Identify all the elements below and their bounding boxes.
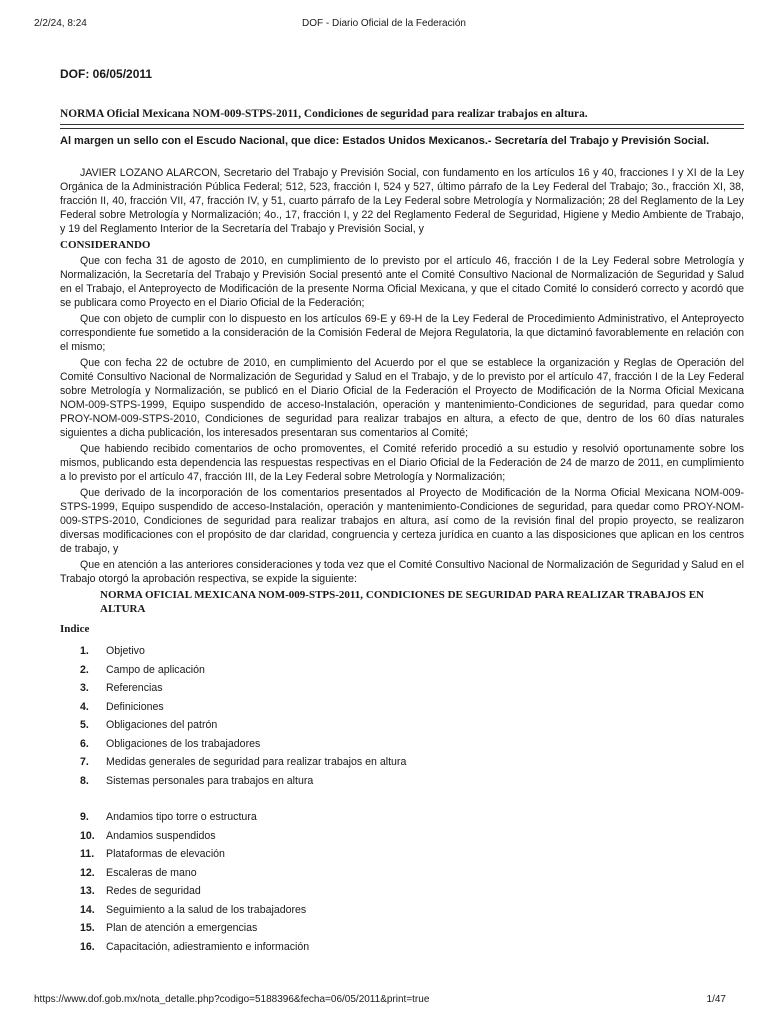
toc-item-label: Andamios suspendidos [106, 829, 216, 842]
toc-item [60, 921, 744, 940]
considerando-paragraph: Que derivado de la incorporación de los comentarios presentados al Proyecto de Modificación de la Norma Oficial Mexicana NOM-009-STPS-1999, Equipo suspendido de acceso-Instalación, operación y mantenimiento-Condiciones de seguridad, para quedar como PROY-NOM-009-STPS-2010, Condiciones de seguridad para realizar trabajos en altura, así como de la revisión final del propio proyecto, se realizaron diversas modificaciones con el propósito de dar claridad, congruencia y certeza jurídica en cuanto a las disposiciones que aplican en los centros de trabajo, y [60, 487, 744, 555]
toc-item-number: 4. [80, 700, 89, 713]
considerando-paragraph: Que en atención a las anteriores consideraciones y toda vez que el Comité Consultivo Nacional de Normalización de Seguridad y Salud en el Trabajo otorgó la aprobación respectiva, se expide la siguiente: [60, 559, 744, 585]
toc-item [60, 718, 744, 737]
considerando-paragraph: Que habiendo recibido comentarios de ocho promoventes, el Comité referido procedió a su estudio y resolvió oportunamente sobre los mismos, publicando esta dependencia las respuestas respectivas en el Diario Oficial de la Federación de 24 de marzo de 2011, en cumplimiento a lo previsto por el artículo 47, fracción III, de la Ley Federal sobre Metrología y Normalización; [60, 443, 744, 483]
toc-item [60, 737, 744, 756]
print-page-counter: 1/47 [706, 994, 726, 1005]
toc-item-label: Sistemas personales para trabajos en altura [106, 774, 314, 787]
norma-heading: NORMA OFICIAL MEXICANA NOM-009-STPS-2011, CONDICIONES DE SEGURIDAD PARA REALIZAR TRABAJOS EN ALTURA [100, 589, 704, 615]
toc-item-number: 13. [80, 885, 95, 897]
toc-item-number: 9. [80, 811, 89, 823]
toc-item-label: Redes de seguridad [106, 885, 201, 897]
considerando-paragraph: Que con objeto de cumplir con lo dispuesto en los artículos 69-E y 69-H de la Ley Federal de Procedimiento Administrativo, el Anteproyecto correspondiente fue sometido a la consideración de la Comisión Federal de Mejora Regulatoria, la que dictaminó favorablemente en relación con el mismo; [60, 313, 744, 353]
toc-item [60, 884, 744, 903]
toc-item [60, 644, 744, 663]
toc-item-number: 6. [80, 737, 89, 750]
toc-item-label: Definiciones [106, 700, 164, 713]
toc-item-number: 5. [80, 719, 89, 731]
considerando-heading: CONSIDERANDO [60, 239, 151, 251]
print-datetime: 2/2/24, 8:24 [34, 18, 87, 29]
toc-item-label: Obligaciones del patrón [106, 719, 218, 731]
toc-item-number: 3. [80, 682, 89, 694]
toc-item-label: Plan de atención a emergencias [106, 922, 258, 934]
indice-heading: Indice [60, 623, 90, 635]
considerando-paragraph: Que con fecha 31 de agosto de 2010, en cumplimiento de lo previsto por el artículo 46, fracción I de la Ley Federal sobre Metrología y Normalización, la Secretaría del Trabajo y Previsión Social presentó ante el Comité Consultivo Nacional de Normalización de Seguridad y Salud en el Trabajo, el Anteproyecto de Modificación de la presente Norma Oficial Mexicana, y que el citado Comité lo consideró correcto y acordó que se publicara como Proyecto en el Diario Oficial de la Federación; [60, 255, 744, 309]
toc-item [60, 940, 744, 959]
toc-item [60, 866, 744, 885]
toc-item-label: Seguimiento a la salud de los trabajadores [106, 903, 307, 916]
toc-item-number: 10. [80, 829, 95, 842]
toc-item-label: Andamios tipo torre o estructura [106, 811, 257, 823]
intro-paragraph: JAVIER LOZANO ALARCON, Secretario del Trabajo y Previsión Social, con fundamento en los artículos 16 y 40, fracciones I y XI de la Ley Orgánica de la Administración Pública Federal; 512, 523, fracción I, 524 y 527, último párrafo de la Ley Federal del Trabajo; 3o., fracción XI, 38, fracción II, 40, fracción VII, 47, fracción IV, y 51, cuarto párrafo de la Ley Federal sobre Metrología y Normalización; 28 del Reglamento de la Ley Federal sobre Metrología y Normalización; 4o., 17, fracción I, y 22 del Reglamento Federal de Seguridad, Higiene y Medio Ambiente de Trabajo, y 19 del Reglamento Interior de la Secretaría del Trabajo y Previsión Social, y [60, 167, 744, 235]
toc-item [60, 700, 744, 719]
considerando-paragraph: Que con fecha 22 de octubre de 2010, en cumplimiento del Acuerdo por el que se establece la organización y Reglas de Operación del Comité Consultivo Nacional de Normalización de Seguridad y Salud en el Trabajo, y de lo previsto por el artículo 47, fracción I de la Ley Federal sobre Metrología y Normalización, se publicó en el Diario Oficial de la Federación el Proyecto de Modificación de la Norma Oficial Mexicana NOM-009-STPS-1999, Equipo suspendido de acceso-Instalación, operación y mantenimiento-Condiciones de seguridad, para quedar como PROY-NOM-009-STPS-2010, Condiciones de seguridad para realizar trabajos en altura, a efecto de que, dentro de los 60 días naturales siguientes a dicha publicación, los interesados presentaran sus comentarios al Comité; [60, 357, 744, 439]
toc-item-label: Plataformas de elevación [106, 848, 225, 860]
toc-item-number: 14. [80, 903, 95, 916]
title-divider-bottom [60, 128, 744, 129]
toc-item [60, 847, 744, 866]
toc-item-number: 2. [80, 663, 89, 676]
toc-item-label: Obligaciones de los trabajadores [106, 737, 261, 750]
toc-item-number: 15. [80, 922, 95, 934]
table-of-contents [60, 644, 744, 958]
margin-note: Al margen un sello con el Escudo Nacional, que dice: Estados Unidos Mexicanos.- Secretaría del Trabajo y Previsión Social. [60, 135, 710, 147]
toc-item-number: 12. [80, 866, 95, 879]
body-text [60, 166, 744, 958]
print-url: https://www.dof.gob.mx/nota_detalle.php?codigo=5188396&fecha=06/05/2011&print=true [34, 994, 430, 1005]
toc-item-label: Escaleras de mano [106, 866, 197, 879]
print-page-title: DOF - Diario Oficial de la Federación [302, 18, 466, 29]
toc-item [60, 810, 744, 829]
toc-item-label: Capacitación, adiestramiento e información [106, 940, 310, 953]
toc-item-label: Medidas generales de seguridad para realizar trabajos en altura [106, 756, 407, 768]
toc-item-label: Campo de aplicación [106, 663, 205, 676]
toc-item-number: 11. [80, 848, 95, 860]
toc-item-number: 7. [80, 756, 89, 768]
toc-item [60, 829, 744, 848]
toc-item-number: 1. [80, 645, 89, 657]
toc-item-number: 8. [80, 774, 89, 787]
toc-item [60, 774, 744, 793]
document-title: NORMA Oficial Mexicana NOM-009-STPS-2011, Condiciones de seguridad para realizar trabajos en altura. [60, 108, 588, 120]
toc-item-number: 16. [80, 940, 95, 953]
toc-item [60, 663, 744, 682]
dof-date-label: DOF: 06/05/2011 [60, 67, 153, 81]
toc-item-label: Referencias [106, 682, 163, 694]
toc-item [60, 903, 744, 922]
title-divider-top [60, 124, 744, 125]
toc-item-label: Objetivo [106, 645, 145, 657]
toc-item [60, 681, 744, 700]
toc-item [60, 755, 744, 774]
